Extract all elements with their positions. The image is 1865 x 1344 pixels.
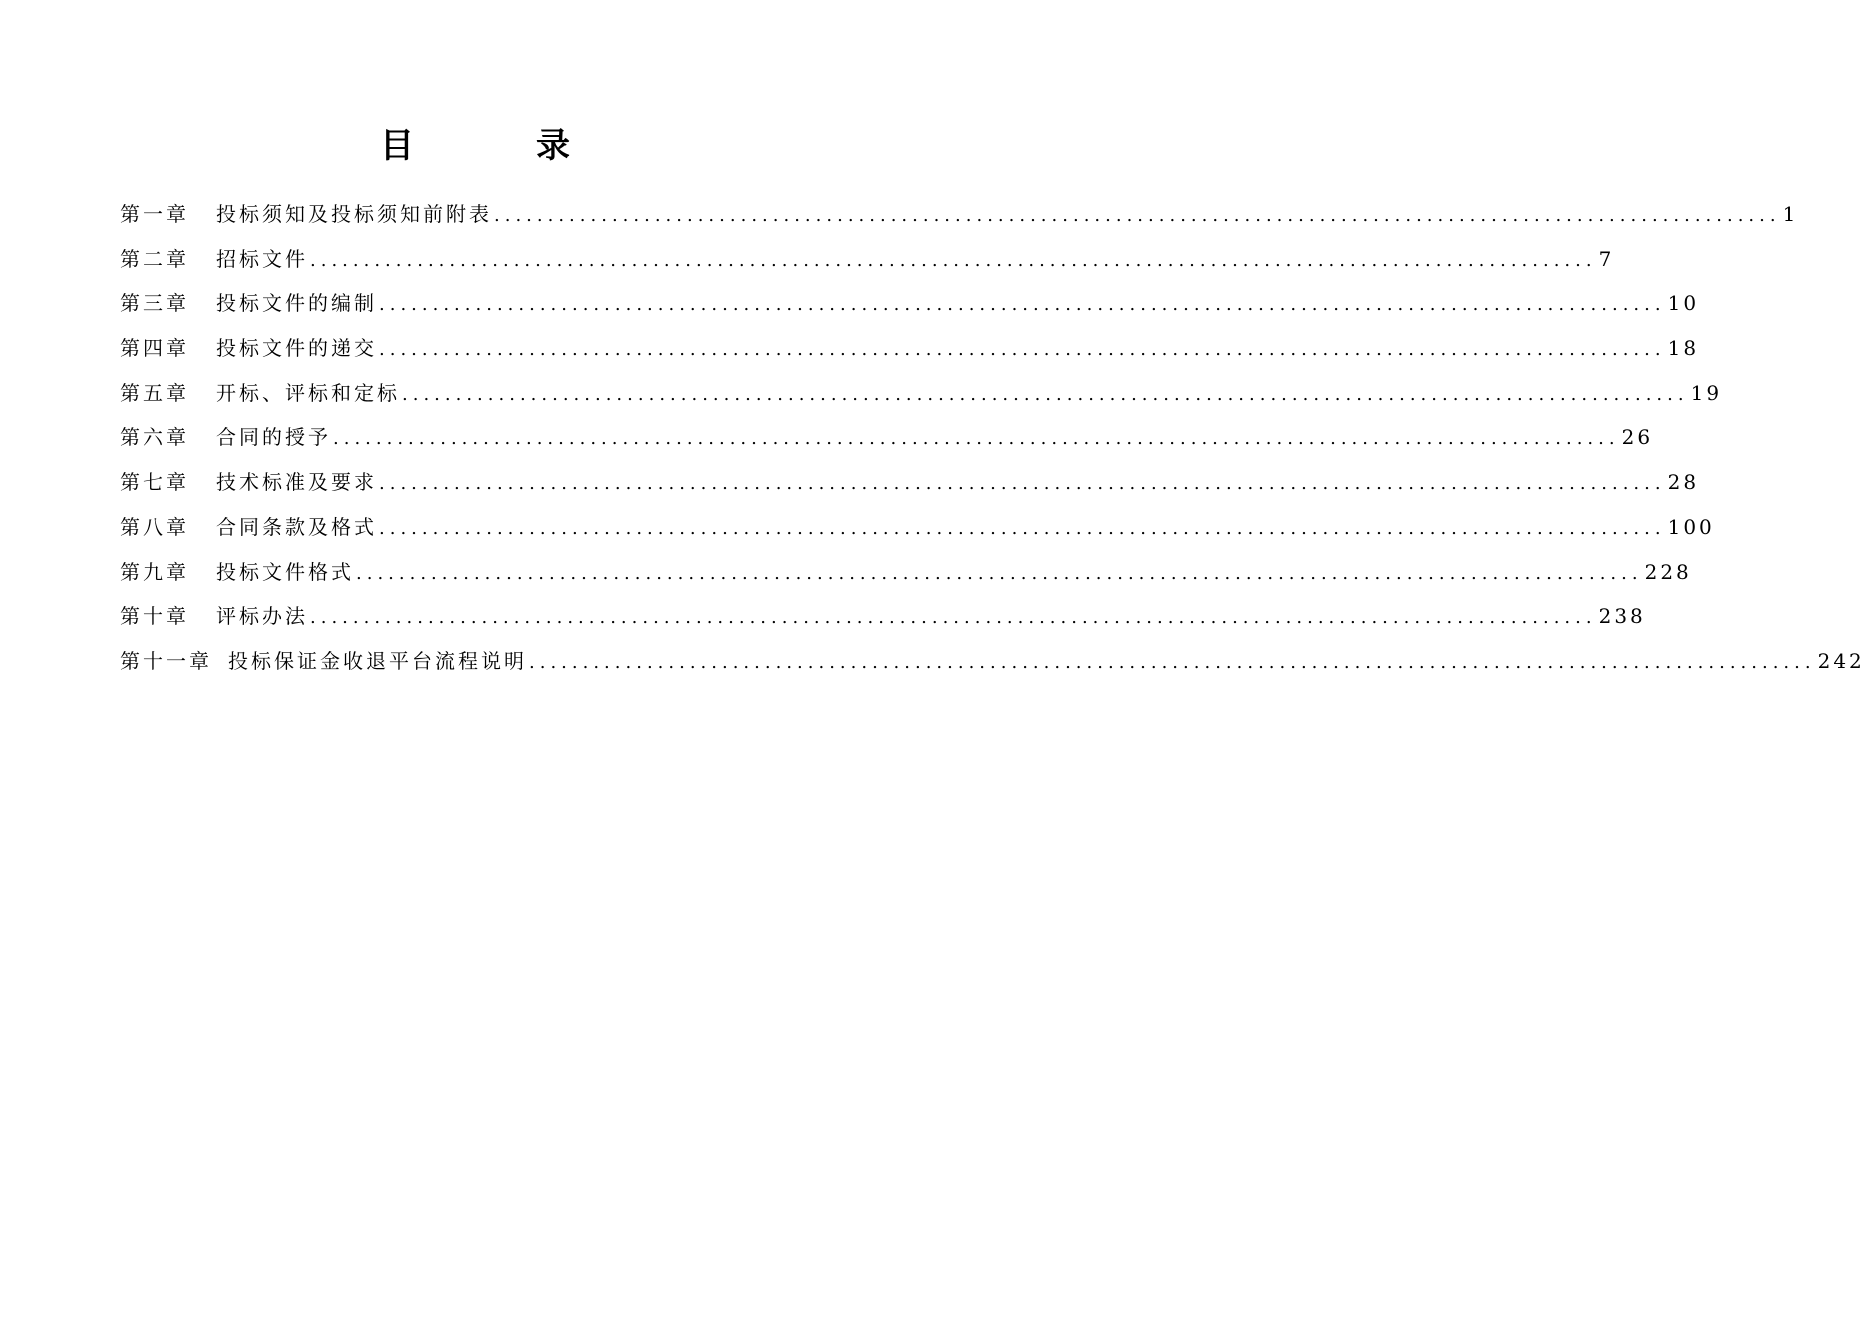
toc-chapter-number: 第三章: [120, 291, 189, 316]
toc-dot-leader: ........................................................................................................................: [356, 562, 1643, 584]
toc-chapter-number: 第四章: [120, 336, 189, 361]
toc-chapter-number: 第五章: [120, 380, 189, 405]
toc-page-number: 228: [1644, 559, 1692, 584]
toc-chapter-title: 合同的授予: [216, 425, 331, 450]
toc-dot-leader: ........................................................................................................................: [379, 339, 1666, 361]
toc-chapter-number: 第二章: [120, 246, 189, 271]
toc-chapter-title: 投标文件格式: [216, 559, 354, 584]
toc-page-number: 238: [1598, 604, 1646, 629]
toc-chapter-number: 第八章: [120, 514, 189, 539]
toc-page-number: 1: [1782, 202, 1799, 226]
toc-dot-leader: ........................................................................................................................: [379, 294, 1666, 316]
toc-page-number: 19: [1690, 380, 1723, 405]
toc-chapter-number: 第十章: [120, 604, 189, 629]
toc-chapter-number: 第一章: [120, 202, 189, 226]
toc-chapter-title: 投标文件的递交: [216, 336, 377, 361]
toc-title: 目 录: [380, 126, 614, 166]
toc-page-number: 18: [1667, 336, 1700, 361]
toc-chapter-title: 技术标准及要求: [216, 470, 377, 495]
toc-entry[interactable]: [120, 645, 1865, 690]
toc-dot-leader: ........................................................................................................................: [379, 473, 1666, 495]
toc-page-number: 28: [1667, 470, 1700, 495]
toc-chapter-title: 投标保证金收退平台流程说明: [228, 648, 527, 673]
toc-page-number: 100: [1667, 514, 1715, 539]
toc-chapter-title: 投标须知及投标须知前附表: [216, 202, 492, 226]
toc-dot-leader: ........................................................................................................................: [529, 651, 1816, 673]
toc-dot-leader: ........................................................................................................................: [379, 517, 1666, 539]
toc-dot-leader: ........................................................................................................................: [310, 607, 1597, 629]
toc-entry[interactable]: [120, 511, 1715, 556]
toc-entry[interactable]: [120, 600, 1646, 645]
toc-entry[interactable]: [120, 466, 1700, 511]
toc-entry[interactable]: [120, 332, 1700, 377]
toc-chapter-title: 评标办法: [216, 604, 308, 629]
toc-page-number: 242: [1817, 648, 1865, 673]
toc-entry[interactable]: [120, 377, 1723, 422]
toc-chapter-number: 第十一章: [120, 648, 212, 673]
toc-entry[interactable]: [120, 287, 1700, 332]
toc-dot-leader: ........................................................................................................................: [310, 249, 1597, 271]
toc-chapter-number: 第六章: [120, 425, 189, 450]
toc-chapter-number: 第九章: [120, 559, 189, 584]
toc-entry[interactable]: [120, 421, 1654, 466]
toc-page-number: 7: [1598, 246, 1615, 271]
toc-list: [120, 198, 1865, 690]
toc-dot-leader: ........................................................................................................................: [333, 428, 1620, 450]
toc-entry[interactable]: [120, 243, 1615, 288]
toc-dot-leader: ........................................................................................................................: [494, 205, 1781, 226]
toc-dot-leader: ........................................................................................................................: [402, 383, 1689, 405]
toc-chapter-title: 开标、评标和定标: [216, 380, 400, 405]
toc-chapter-title: 合同条款及格式: [216, 514, 377, 539]
toc-page-number: 10: [1667, 291, 1700, 316]
toc-chapter-number: 第七章: [120, 470, 189, 495]
toc-entry[interactable]: [120, 198, 1799, 243]
toc-page-number: 26: [1621, 425, 1654, 450]
toc-entry[interactable]: [120, 556, 1692, 601]
toc-chapter-title: 招标文件: [216, 246, 308, 271]
toc-chapter-title: 投标文件的编制: [216, 291, 377, 316]
